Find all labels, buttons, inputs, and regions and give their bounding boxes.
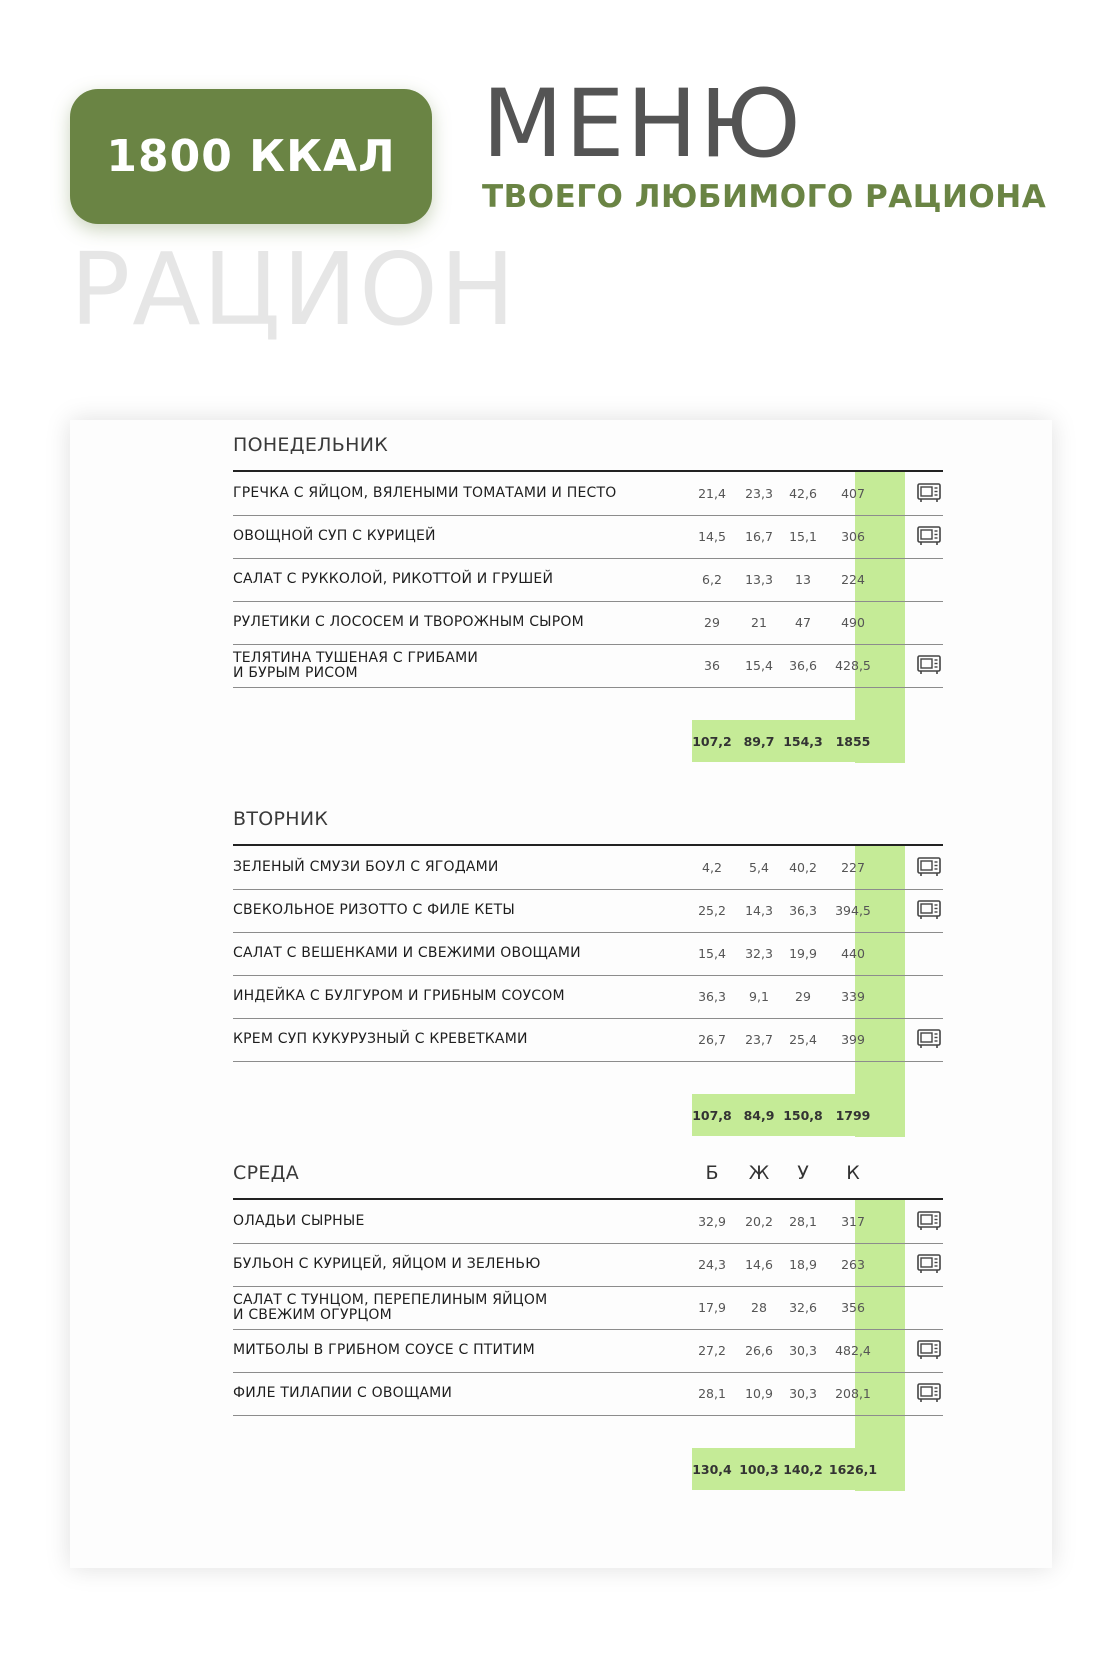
dish-name: КРЕМ СУП КУКУРУЗНЫЙ С КРЕВЕТКАМИ [233, 1031, 528, 1048]
carbs-total: 140,2 [783, 1461, 823, 1477]
calorie-badge [70, 89, 432, 224]
protein-value: 27,2 [698, 1343, 726, 1358]
fat-total: 84,9 [743, 1107, 775, 1123]
dish-name: БУЛЬОН С КУРИЦЕЙ, ЯЙЦОМ И ЗЕЛЕНЬЮ [233, 1256, 541, 1273]
kcal-value: 263 [841, 1257, 865, 1272]
fat-value: 10,9 [745, 1386, 773, 1401]
kcal-value: 490 [841, 615, 865, 630]
protein-value: 14,5 [698, 529, 726, 544]
fat-value: 26,6 [745, 1343, 773, 1358]
totals-row [233, 1449, 943, 1489]
day-title: ПОНЕДЕЛЬНИК [233, 434, 388, 456]
meal-row [233, 975, 943, 1019]
carbs-total: 154,3 [783, 733, 823, 749]
protein-value: 24,3 [698, 1257, 726, 1272]
fat-value: 16,7 [745, 529, 773, 544]
dish-name: САЛАТ С ВЕШЕНКАМИ И СВЕЖИМИ ОВОЩАМИ [233, 945, 581, 962]
dish-name: САЛАТ С ТУНЦОМ, ПЕРЕПЕЛИНЫМ ЯЙЦОМ И СВЕЖИМ ОГУРЦОМ [233, 1291, 548, 1323]
protein-value: 29 [704, 615, 720, 630]
kcal-value: 407 [841, 486, 865, 501]
meal-row [233, 515, 943, 559]
protein-total: 130,4 [692, 1461, 732, 1477]
dish-name: СВЕКОЛЬНОЕ РИЗОТТО С ФИЛЕ КЕТЫ [233, 902, 515, 919]
dish-name: МИТБОЛЫ В ГРИБНОМ СОУСЕ С ПТИТИМ [233, 1342, 535, 1359]
microwave-icon [917, 1254, 941, 1274]
protein-total: 107,2 [692, 733, 732, 749]
meal-row [233, 1018, 943, 1062]
microwave-icon [917, 1340, 941, 1360]
protein-value: 6,2 [702, 572, 722, 587]
kcal-value: 440 [841, 946, 865, 961]
kcal-value: 208,1 [835, 1386, 871, 1401]
protein-value: 4,2 [702, 860, 722, 875]
protein-value: 28,1 [698, 1386, 726, 1401]
kcal-value: 306 [841, 529, 865, 544]
fat-value: 14,6 [745, 1257, 773, 1272]
column-header-fat: Ж [748, 1162, 770, 1184]
protein-value: 26,7 [698, 1032, 726, 1047]
menu-panel [70, 420, 1052, 1568]
column-header-kcal: К [846, 1162, 860, 1184]
kcal-total: 1799 [835, 1107, 871, 1123]
microwave-icon [917, 526, 941, 546]
dish-name: ГРЕЧКА С ЯЙЦОМ, ВЯЛЕНЫМИ ТОМАТАМИ И ПЕСТО [233, 485, 617, 502]
carbs-total: 150,8 [783, 1107, 823, 1123]
carbs-value: 30,3 [789, 1386, 817, 1401]
fat-value: 9,1 [749, 989, 769, 1004]
meal-row [233, 1243, 943, 1287]
protein-value: 15,4 [698, 946, 726, 961]
carbs-value: 18,9 [789, 1257, 817, 1272]
microwave-icon [917, 857, 941, 877]
dish-name: ФИЛЕ ТИЛАПИИ С ОВОЩАМИ [233, 1385, 453, 1402]
fat-value: 14,3 [745, 903, 773, 918]
fat-total: 100,3 [739, 1461, 779, 1477]
carbs-value: 32,6 [789, 1300, 817, 1315]
protein-value: 36 [704, 658, 720, 673]
carbs-value: 36,3 [789, 903, 817, 918]
dish-name: ИНДЕЙКА С БУЛГУРОМ И ГРИБНЫМ СОУСОМ [233, 988, 565, 1005]
calorie-badge-label: 1800 ККАЛ [106, 131, 396, 182]
protein-value: 25,2 [698, 903, 726, 918]
meal-row [233, 1286, 943, 1330]
fat-value: 20,2 [745, 1214, 773, 1229]
day-title: СРЕДА [233, 1162, 300, 1184]
carbs-value: 36,6 [789, 658, 817, 673]
fat-total: 89,7 [743, 733, 775, 749]
fat-value: 13,3 [745, 572, 773, 587]
carbs-value: 19,9 [789, 946, 817, 961]
kcal-value: 394,5 [835, 903, 871, 918]
meal-row [233, 1200, 943, 1244]
totals-row [233, 1095, 943, 1135]
carbs-value: 47 [795, 615, 811, 630]
fat-value: 5,4 [749, 860, 769, 875]
fat-value: 28 [751, 1300, 767, 1315]
carbs-value: 25,4 [789, 1032, 817, 1047]
protein-value: 17,9 [698, 1300, 726, 1315]
carbs-value: 30,3 [789, 1343, 817, 1358]
meal-row [233, 932, 943, 976]
watermark-text: РАЦИОН [70, 231, 518, 348]
totals-row [233, 721, 943, 761]
kcal-value: 482,4 [835, 1343, 871, 1358]
meal-row [233, 644, 943, 688]
carbs-value: 28,1 [789, 1214, 817, 1229]
kcal-value: 356 [841, 1300, 865, 1315]
microwave-icon [917, 1383, 941, 1403]
day-title: ВТОРНИК [233, 808, 329, 830]
fat-value: 23,7 [745, 1032, 773, 1047]
microwave-icon [917, 1029, 941, 1049]
kcal-total: 1626,1 [828, 1461, 878, 1477]
meal-row [233, 846, 943, 890]
microwave-icon [917, 655, 941, 675]
dish-name: САЛАТ С РУККОЛОЙ, РИКОТТОЙ И ГРУШЕЙ [233, 571, 554, 588]
carbs-value: 13 [795, 572, 811, 587]
meal-row [233, 558, 943, 602]
microwave-icon [917, 1211, 941, 1231]
page-subtitle: ТВОЕГО ЛЮБИМОГО РАЦИОНА [482, 179, 1047, 215]
protein-total: 107,8 [692, 1107, 732, 1123]
kcal-value: 399 [841, 1032, 865, 1047]
fat-value: 23,3 [745, 486, 773, 501]
page-title: МЕНЮ [482, 70, 803, 179]
kcal-value: 339 [841, 989, 865, 1004]
carbs-value: 15,1 [789, 529, 817, 544]
meal-row [233, 472, 943, 516]
fat-value: 21 [751, 615, 767, 630]
meal-row [233, 1372, 943, 1416]
meal-row [233, 1329, 943, 1373]
dish-name: ОЛАДЬИ СЫРНЫЕ [233, 1213, 365, 1230]
carbs-value: 29 [795, 989, 811, 1004]
meal-row [233, 889, 943, 933]
dish-name: ТЕЛЯТИНА ТУШЕНАЯ С ГРИБАМИ И БУРЫМ РИСОМ [233, 649, 479, 681]
microwave-icon [917, 900, 941, 920]
protein-value: 21,4 [698, 486, 726, 501]
dish-name: ЗЕЛЕНЫЙ СМУЗИ БОУЛ С ЯГОДАМИ [233, 859, 499, 876]
carbs-value: 42,6 [789, 486, 817, 501]
kcal-value: 317 [841, 1214, 865, 1229]
protein-value: 32,9 [698, 1214, 726, 1229]
column-header-carbs: У [797, 1162, 809, 1184]
meal-row [233, 601, 943, 645]
kcal-value: 428,5 [835, 658, 871, 673]
dish-name: РУЛЕТИКИ С ЛОСОСЕМ И ТВОРОЖНЫМ СЫРОМ [233, 614, 584, 631]
protein-value: 36,3 [698, 989, 726, 1004]
kcal-value: 224 [841, 572, 865, 587]
column-header-protein: Б [705, 1162, 719, 1184]
microwave-icon [917, 483, 941, 503]
kcal-value: 227 [841, 860, 865, 875]
carbs-value: 40,2 [789, 860, 817, 875]
fat-value: 32,3 [745, 946, 773, 961]
dish-name: ОВОЩНОЙ СУП С КУРИЦЕЙ [233, 528, 436, 545]
fat-value: 15,4 [745, 658, 773, 673]
kcal-total: 1855 [835, 733, 871, 749]
